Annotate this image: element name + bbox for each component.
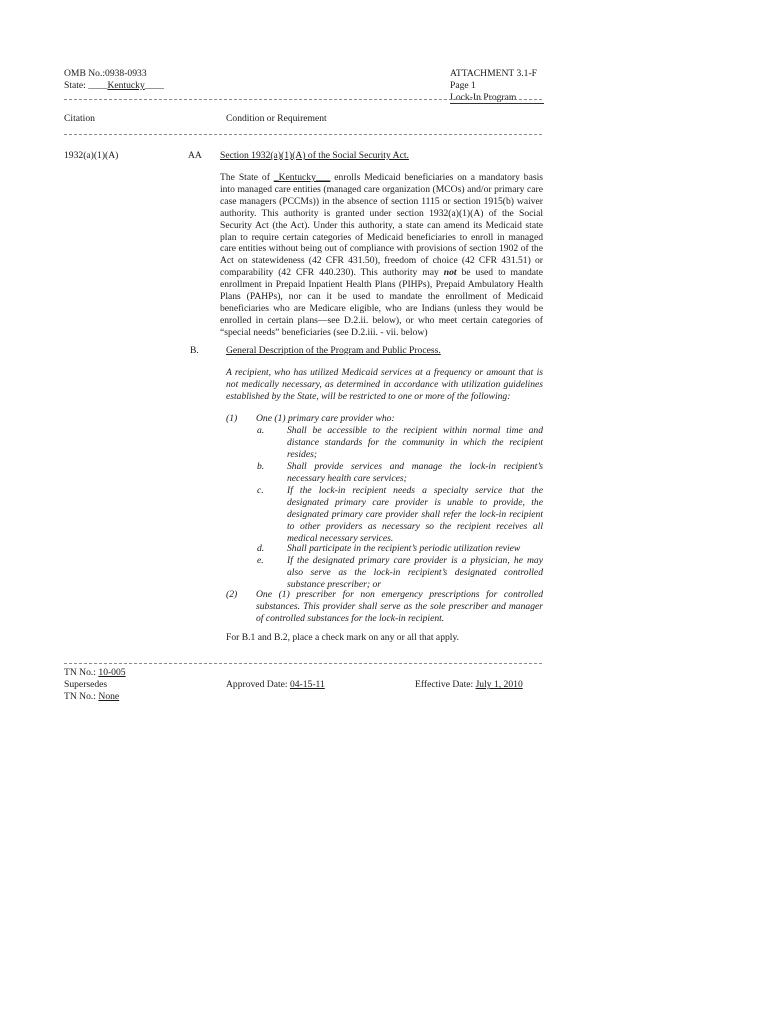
state-blank: ____ — [144, 79, 164, 91]
item-1-text: One (1) primary care provider who: — [256, 413, 395, 424]
effective-date — [415, 679, 523, 691]
body-text: be used to mandate enrollment in Prepaid Inpatient Health Plans (PIHPs), Prepaid Ambulatory Health Plans (PAHPs), nor can it be used to mandate the enrollment of Medicaid beneficiaries who are Medicare eligible, who are Indians (unless they would be enrolled in certain plans—see D.2.ii. below), or who meet certain categories of “special needs” beneficiaries (see D.2.iii. - vii. below) — [220, 267, 543, 338]
supersedes-label: Supersedes — [64, 678, 108, 690]
approved-date-value: 04-15-11 — [289, 679, 325, 690]
tn-label: TN No.: — [64, 690, 96, 702]
attachment-label: ATTACHMENT 3.1-F — [450, 68, 537, 79]
subitem-b-text: Shall provide services and manage the lock-in recipient’s necessary health care services; — [287, 461, 543, 484]
item-2-text: One (1) prescriber for non emergency prescriptions for controlled substances. This provider shall serve as the sole prescriber and manager of controlled substances for the lock-in recipient. — [256, 589, 543, 624]
state-label: State: — [64, 79, 86, 91]
subitem-e-letter: e. — [257, 555, 264, 566]
section-b-label: B. — [190, 345, 199, 356]
subitem-a-text: Shall be accessible to the recipient within normal time and distance standards for the community in which the recipient resides; — [287, 425, 543, 460]
effective-date-label: Effective Date: — [415, 679, 474, 690]
footer-left — [64, 667, 126, 703]
check-mark-instruction: For B.1 and B.2, place a check mark on any or all that apply. — [226, 632, 460, 643]
emphasis-not: not — [443, 267, 457, 279]
subitem-e-text: If the designated primary care provider is a physician, he may also serve as the lock-in recipient’s designated controlled substance prescriber; or — [287, 555, 543, 590]
tn-number-line — [64, 667, 126, 679]
state-fill-in: _Kentucky___ — [273, 172, 331, 183]
item-1-number: (1) — [226, 413, 238, 424]
body-text: enrolls Medicaid beneficiaries on a mandatory basis into managed care entities (managed care organization (MCOs) and/or primary care case managers (PCCMs)) in the absence of section 1115 or section 1915(b) waiver authority. This authority is granted under section 1932(a)(1)(A) of the Social Security Act (the Act). Under this authority, a state can amend its Medicaid state plan to require certain categories of Medicaid beneficiaries to enroll in managed care entities without being out of compliance with provisions of section 1902 of the Act on statewideness (42 CFR 431.50), freedom of choice (42 CFR 431.51) or comparability (42 CFR 440.230). This authority may — [220, 172, 543, 279]
header-divider — [64, 99, 542, 100]
citation-reference: 1932(a)(1)(A) — [64, 150, 119, 161]
section-b-intro: A recipient, who has utilized Medicaid services at a frequency or amount that is not medically necessary, as determined in accordance with utilization guidelines established by the State, will be restricted to one or more of the following: — [226, 367, 543, 402]
subitem-c-text: If the lock-in recipient needs a specialty service that the designated primary care provider is unable to provide, the designated primary care provider shall refer the lock-in recipient to other providers as necessary so the recipient receives all medical necessary services. — [287, 485, 543, 544]
column-header-citation: Citation — [64, 113, 95, 124]
effective-date-value: July 1, 2010 — [475, 679, 523, 690]
omb-number: OMB No.:0938-0933 — [64, 68, 147, 79]
item-2-number: (2) — [226, 589, 238, 600]
approved-date — [226, 679, 325, 691]
page-number: Page 1 — [450, 79, 476, 91]
column-header-condition: Condition or Requirement — [226, 113, 327, 124]
subitem-b-letter: b. — [257, 461, 265, 472]
approved-date-label: Approved Date: — [226, 679, 288, 690]
body-text: The State of — [220, 172, 274, 183]
program-name: Lock-In Program — [450, 92, 544, 104]
footer-divider — [64, 663, 542, 664]
superseded-tn-line — [64, 691, 126, 703]
section-aa-title: Section 1932(a)(1)(A) of the Social Security Act. — [220, 150, 409, 161]
tn-label: TN No.: — [64, 667, 96, 678]
tn-value: 10-005 — [98, 667, 126, 678]
section-aa-label: AA — [188, 150, 202, 161]
subitem-d-letter: d. — [257, 543, 265, 554]
subitem-d-text: Shall participate in the recipient’s periodic utilization review — [287, 543, 521, 554]
subitem-a-letter: a. — [257, 425, 265, 436]
column-header-divider — [64, 134, 542, 135]
header-left — [64, 68, 164, 92]
state-line — [64, 80, 164, 92]
subitem-c-letter: c. — [257, 485, 264, 496]
state-blank: ____ — [88, 79, 108, 91]
section-b-title: General Description of the Program and Public Process. — [226, 345, 441, 356]
state-value: Kentucky — [107, 79, 145, 91]
superseded-tn-value: None — [98, 690, 120, 702]
section-aa-body — [220, 172, 543, 339]
